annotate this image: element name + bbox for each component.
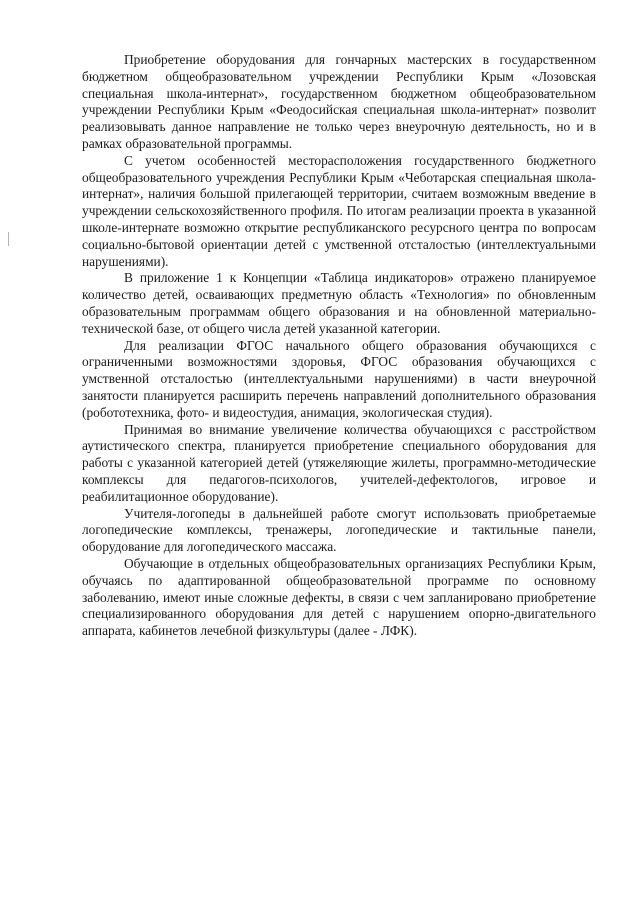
paragraph-autism-equipment: Принимая во внимание увеличение количества обучающихся с расстройством аутистического спектра, планируется приобретение специального оборудования для работы с указанной категорией детей (утяжеляющие жилеты, программно-методические комплексы для педагогов-психологов, учителей-дефектологов, игровое и реабилитационное оборудование). <box>82 421 596 504</box>
scan-margin-mark <box>8 232 9 246</box>
paragraph-pottery-equipment: Приобретение оборудования для гончарных мастерских в государственном бюджетном общеобразовательном учреждении Республики Крым «Лозовская специальная школа-интернат», государственном бюджетном общеобразовательном учреждении Республики Крым «Феодосийская специальная школа-интернат» позволит реализовывать данное направление не только через внеурочную деятельность, но и в рамках образовательной программы. <box>82 52 596 151</box>
paragraph-indicators-table: В приложение 1 к Концепции «Таблица индикаторов» отражено планируемое количество детей, осваивающих предметную область «Технология» по обновленным образовательным программам общего образования и на обновленной материально-технической базе, от общего числа детей указанной категории. <box>82 270 596 336</box>
paragraph-speech-therapists: Учителя-логопеды в дальнейшей работе смогут использовать приобретаемые логопедические комплексы, тренажеры, логопедические и тактильные панели, оборудование для логопедического массажа. <box>82 505 596 555</box>
paragraph-fgos-additional-education: Для реализации ФГОС начального общего образования обучающихся с ограниченными возможностями здоровья, ФГОС образования обучающихся с умственной отсталостью (интеллектуальными нарушениями) в части внеурочной занятости планируется расширить перечень направлений дополнительного образования (робототехника, фото- и видеостудия, анимация, экологическая студия). <box>82 337 596 420</box>
paragraph-musculoskeletal-equipment: Обучающие в отдельных общеобразовательных организациях Республики Крым, обучаясь по адаптированной общеобразовательной программе по основному заболеванию, имеют иные сложные дефекты, в связи с чем запланировано приобретение специализированного оборудования для детей с нарушением опорно-двигательного аппарата, кабинетов лечебной физкультуры (далее - ЛФК). <box>82 555 596 639</box>
paragraph-agricultural-profile: С учетом особенностей месторасположения государственного бюджетного общеобразовательного учреждения Республики Крым «Чеботарская специальная школа-интернат», наличия большой прилегающей территории, считаем возможным введение в учреждении сельскохозяйственного профиля. По итогам реализации проекта в указанной школе-интернате возможно открытие республиканского ресурсного центра по вопросам социально-бытовой ориентации детей с умственной отсталостью (интеллектуальными нарушениями). <box>82 152 596 269</box>
document-body <box>82 52 596 640</box>
